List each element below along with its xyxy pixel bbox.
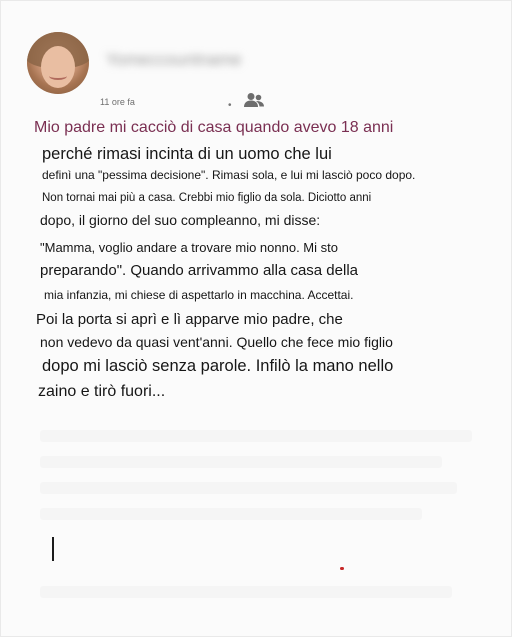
post-line: definì una "pessima decisione". Rimasi sola, e lui mi lasciò poco dopo. — [42, 168, 416, 182]
avatar-smile — [49, 72, 67, 80]
ink-mark — [52, 537, 54, 561]
faded-text-row — [40, 586, 452, 598]
post-line: preparando". Quando arrivammo alla casa della — [40, 262, 359, 279]
faded-text-row — [40, 456, 442, 468]
avatar[interactable] — [27, 32, 89, 94]
post-line: zaino e tirò fuori... — [38, 383, 166, 400]
faded-text-row — [40, 508, 422, 520]
faded-text-row — [40, 482, 457, 494]
post-title: Mio padre mi cacciò di casa quando avevo 18 anni — [34, 119, 394, 136]
post-line: dopo mi lasciò senza parole. Infilò la mano nello — [42, 357, 394, 375]
post-line: mia infanzia, mi chiese di aspettarlo in macchina. Accettai. — [44, 288, 354, 302]
people-icon — [243, 92, 265, 108]
post-line: non vedevo da quasi vent'anni. Quello che fece mio figlio — [40, 334, 393, 350]
post-line: perché rimasi incinta di un uomo che lui — [42, 145, 332, 163]
post-line: "Mamma, voglio andare a trovare mio nonno. Mi sto — [40, 240, 338, 255]
separator-dot: • — [228, 100, 232, 111]
red-dot-mark — [340, 567, 344, 570]
post-line: Non tornai mai più a casa. Crebbi mio figlio da sola. Diciotto anni — [42, 192, 372, 204]
post-line: dopo, il giorno del suo compleanno, mi disse: — [40, 212, 321, 228]
faded-text-row — [40, 430, 472, 442]
post-line: Poi la porta si aprì e lì apparve mio padre, che — [36, 311, 343, 328]
timestamp: 11 ore fa — [100, 97, 135, 107]
username[interactable]: Yomeccountname — [106, 50, 242, 69]
avatar-face — [41, 46, 75, 88]
